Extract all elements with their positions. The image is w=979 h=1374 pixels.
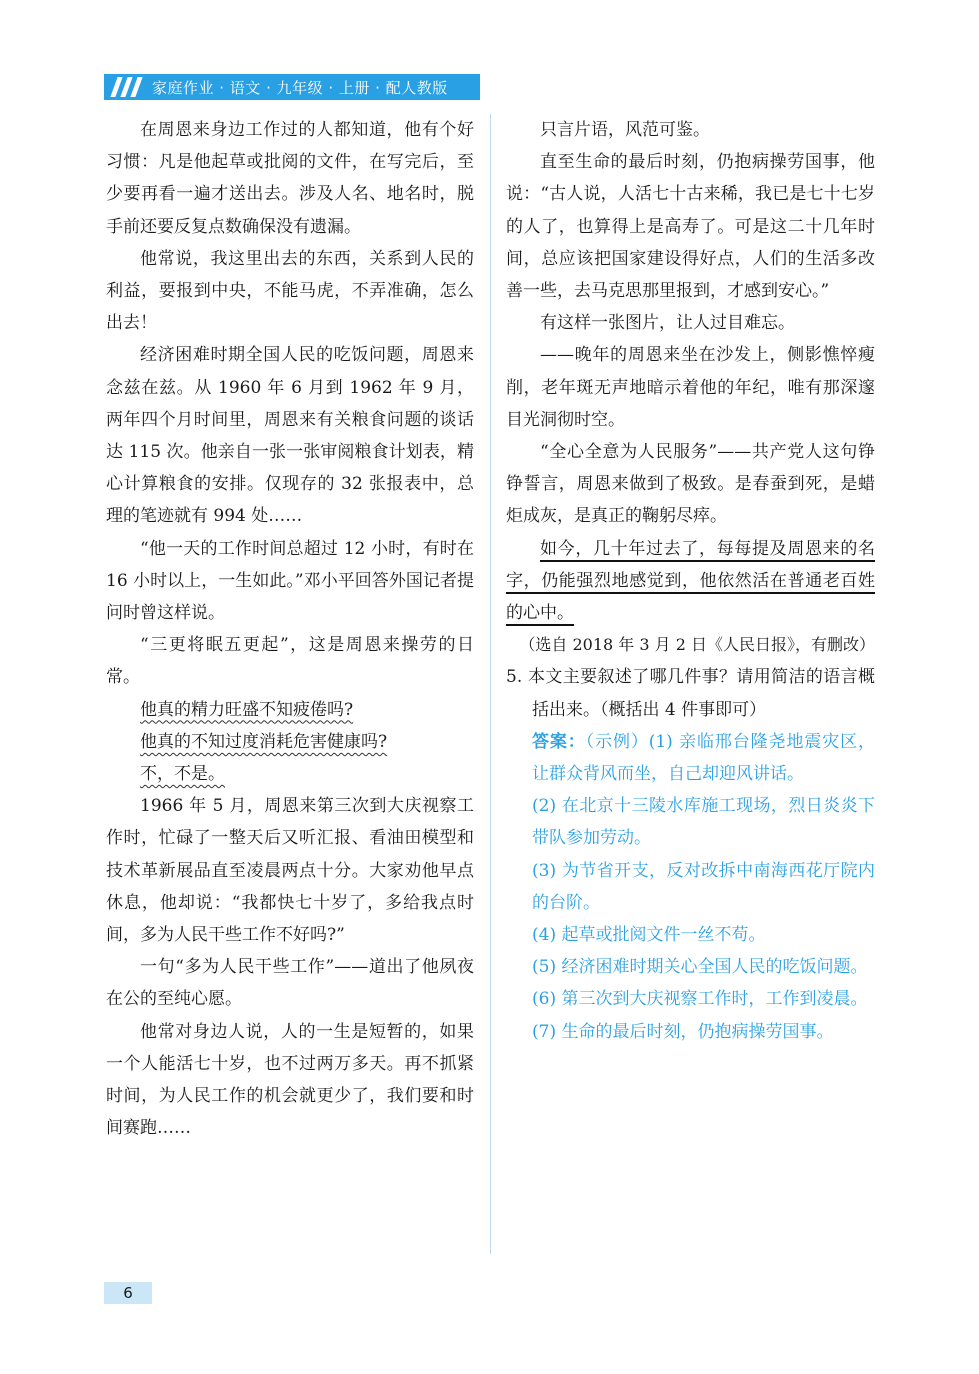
paragraph: “全心全意为人民服务”——共产党人这句铮铮誓言，周恩来做到了极致。是春蚕到死，是蜡炬成灰，是真正的鞠躬尽瘁。	[506, 442, 875, 527]
rhetorical-question: 他真的精力旺盛不知疲倦吗?	[140, 699, 354, 720]
answer-item: (4) 起草或批阅文件一丝不苟。	[532, 925, 766, 946]
paragraph: 他常对身边人说，人的一生是短暂的，如果一个人能活七十岁，也不过两万多天。再不抓紧时间，为人民工作的机会就更少了，我们要和时间赛跑……	[106, 1021, 474, 1139]
question-5: 5. 本文主要叙述了哪几件事？请用简洁的语言概括出来。（概括出 4 件事即可）	[506, 667, 875, 720]
answer-item: (6) 第三次到大庆视察工作时，工作到凌晨。	[532, 989, 868, 1010]
answer-label: 答案：	[532, 731, 586, 752]
paragraph: 一句“多为人民干些工作”——道出了他夙夜在公的至纯心愿。	[106, 957, 474, 1010]
rhetorical-question: 他真的不知过度消耗危害健康吗?	[140, 731, 388, 752]
paragraph: 1966 年 5 月，周恩来第三次到大庆视察工作时，忙碌了一整天后又听汇报、看油田模型和技术革新展品直至凌晨两点十分。大家劝他早点休息，他却说：“我都快七十岁了，多给我点时间，多为人民干些工作不好吗?”	[106, 796, 474, 946]
paragraph: 直至生命的最后时刻，仍抱病操劳国事，他说：“古人说，人活七十古来稀，我已是七十七岁的人了，也算得上是高寿了。可是这二十几年时间，总应该把国家建设得好点，人们的生活多改善一些，去马克思那里报到，才感到安心。”	[506, 152, 875, 302]
column-divider	[490, 114, 491, 1254]
paragraph: 经济困难时期全国人民的吃饭问题，周恩来念兹在兹。从 1960 年 6 月到 1962 年 9 月，两年四个月时间里，周恩来有关粮食问题的谈话达 115 次。他亲自一张一张审阅粮食计划表，精心计算粮食的安排。仅现存的 32 张报表中，总理的笔迹就有 994 处……	[106, 345, 474, 527]
answer-item: (7) 生命的最后时刻，仍抱病操劳国事。	[532, 1021, 834, 1042]
paragraph: 只言片语，风范可鉴。	[540, 120, 710, 140]
paragraph: “三更将眠五更起”，这是周恩来操劳的日常。	[106, 635, 474, 688]
header-band	[104, 74, 480, 100]
paragraph: 在周恩来身边工作过的人都知道，他有个好习惯：凡是他起草或批阅的文件，在写完后，至少要再看一遍才送出去。涉及人名、地名时，脱手前还要反复点数确保没有遗漏。	[106, 120, 474, 237]
underlined-paragraph: 如今，几十年过去了，每每提及周恩来的名字，仍能强烈地感觉到，他依然活在普通老百姓的心中。	[506, 538, 875, 624]
slash-decoration-icon	[104, 74, 152, 100]
paragraph: “他一天的工作时间总超过 12 小时，有时在 16 小时以上，一生如此。”邓小平回答外国记者提问时曾这样说。	[106, 538, 474, 624]
answer-item: 答案：（示例）(1) 亲临邢台隆尧地震灾区，让群众背风而坐，自己却迎风讲话。	[532, 731, 876, 785]
paragraph: ——晚年的周恩来坐在沙发上，侧影憔悴瘦削，老年斑无声地暗示着他的年纪，唯有那深邃目光洞彻时空。	[506, 345, 875, 430]
paragraph: 有这样一张图片，让人过目难忘。	[540, 313, 795, 334]
answer-item: (5) 经济困难时期关心全国人民的吃饭问题。	[532, 957, 868, 978]
right-column	[506, 114, 875, 1048]
left-column	[106, 114, 474, 1145]
answer-item: (3) 为节省开支，反对改拆中南海西花厅院内的台阶。	[532, 860, 875, 913]
source-citation: （选自 2018 年 3 月 2 日《人民日报》，有删改）	[519, 635, 875, 655]
answer-item: (2) 在北京十三陵水库施工现场，烈日炎炎下带队参加劳动。	[532, 796, 875, 849]
page-number: 6	[104, 1282, 152, 1304]
book-title: 家庭作业 · 语文 · 九年级 · 上册 · 配人教版	[152, 78, 448, 97]
paragraph: 他常说，我这里出去的东西，关系到人民的利益，要报到中央，不能马虎，不弄准确，怎么出去！	[106, 248, 474, 334]
rhetorical-answer: 不，不是。	[140, 764, 225, 785]
